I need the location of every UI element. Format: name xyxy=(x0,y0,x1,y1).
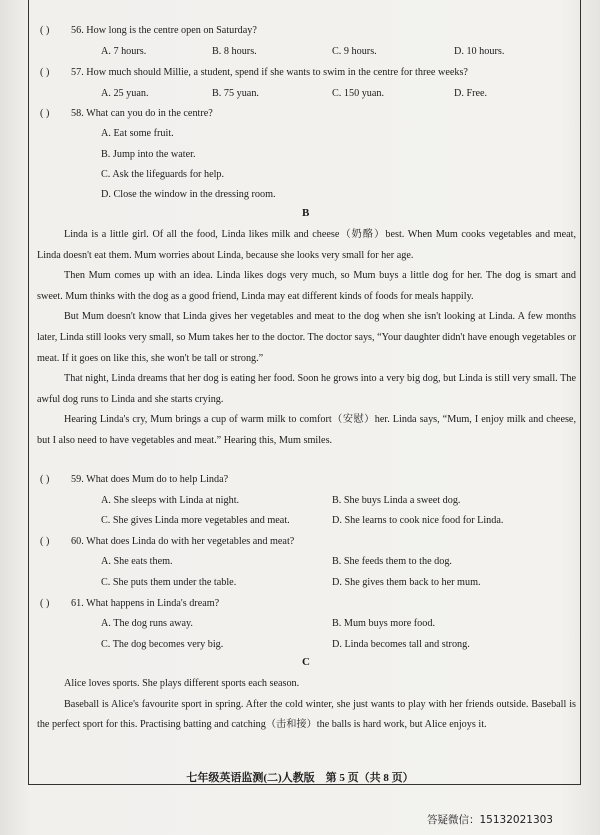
option-c: C. She puts them under the table. xyxy=(101,577,237,588)
option-a: A. She sleeps with Linda at night. xyxy=(101,495,240,506)
option-b: B. 75 yuan. xyxy=(212,88,259,99)
page-footer: 七年级英语监测(二)人教版 第 5 页（共 8 页） xyxy=(186,772,414,784)
answer-bracket: ( ) xyxy=(40,598,50,609)
option-b: B. Jump into the water. xyxy=(101,149,196,160)
section-heading-b: B xyxy=(302,207,310,219)
option-d: D. Free. xyxy=(454,88,488,99)
option-a: A. She eats them. xyxy=(101,556,173,567)
option-a: A. The dog runs away. xyxy=(101,618,193,629)
option-a: A. Eat some fruit. xyxy=(101,128,174,139)
question-59 xyxy=(40,473,228,486)
option-c: C. 9 hours. xyxy=(332,46,377,57)
question-text: 61. What happens in Linda's dream? xyxy=(71,598,220,609)
option-c: C. 150 yuan. xyxy=(332,88,385,99)
answer-bracket: ( ) xyxy=(40,25,50,36)
question-61 xyxy=(40,597,219,610)
passage-paragraph: But Mum doesn't know that Linda gives her vegetables and meat to the dog when she isn't looking at Linda. A few months later, Linda still looks very small, so Mum takes her to the doctor. The doctor says, “Your daughter didn't have enough vegetables or meat. If it goes on like this, she won't be tall or strong.” xyxy=(37,311,576,364)
answer-bracket: ( ) xyxy=(40,67,50,78)
passage-paragraph: That night, Linda dreams that her dog is eating her food. Soon he grows into a very big dog, but Linda is still very small. The awful dog runs to Linda and she starts crying. xyxy=(37,373,576,405)
passage-b xyxy=(37,225,576,452)
question-58 xyxy=(40,107,213,120)
option-a: A. 7 hours. xyxy=(101,46,147,57)
option-b: B. 8 hours. xyxy=(212,46,257,57)
contact-info: 答疑微信：15132021303 xyxy=(427,814,553,826)
passage-paragraph: Then Mum comes up with an idea. Linda likes dogs very much, so Mum buys a little dog for her. The dog is smart and sweet. Mum thinks with the dog as a good friend, Linda may eat different kinds of foods for meals happily. xyxy=(37,270,576,302)
question-text: 60. What does Linda do with her vegetables and meat? xyxy=(71,536,295,547)
option-c: C. She gives Linda more vegetables and meat. xyxy=(101,515,290,526)
answer-bracket: ( ) xyxy=(40,536,50,547)
question-text: 59. What does Mum do to help Linda? xyxy=(71,474,229,485)
question-60 xyxy=(40,535,294,548)
option-b: B. Mum buys more food. xyxy=(332,618,436,629)
answer-bracket: ( ) xyxy=(40,474,50,485)
section-heading-c: C xyxy=(302,656,310,668)
question-text: 56. How long is the centre open on Saturday? xyxy=(71,25,257,36)
question-57 xyxy=(40,66,468,79)
option-c: C. The dog becomes very big. xyxy=(101,639,224,650)
option-b: B. She buys Linda a sweet dog. xyxy=(332,495,461,506)
option-a: A. 25 yuan. xyxy=(101,88,149,99)
option-d: D. She learns to cook nice food for Linda. xyxy=(332,515,504,526)
option-b: B. She feeds them to the dog. xyxy=(332,556,452,567)
passage-paragraph: Baseball is Alice's favourite sport in spring. After the cold winter, she just wants to play with her friends outside. Baseball is the perfect sport for this. Practising batting and catching（击和接）the balls is hard work, but Alice enjoys it. xyxy=(37,698,576,731)
option-d: D. Linda becomes tall and strong. xyxy=(332,639,470,650)
passage-paragraph: Hearing Linda's cry, Mum brings a cup of warm milk to comfort（安慰）her. Linda says, “Mum, I enjoy milk and cheese, but I also need to have vegetables and meat.” Hearing this, Mum smiles. xyxy=(37,414,576,446)
passage-paragraph: Linda is a little girl. Of all the food, Linda likes milk and cheese（奶酪）best. When Mum cooks vegetables and meat, Linda doesn't eat them. Mum worries about Linda, because she looks very small for her age. xyxy=(37,229,576,261)
passage-c xyxy=(37,674,576,736)
option-d: D. Close the window in the dressing room. xyxy=(101,189,276,200)
question-56 xyxy=(40,24,257,37)
option-d: D. She gives them back to her mum. xyxy=(332,577,481,588)
passage-paragraph: Alice loves sports. She plays different sports each season. xyxy=(64,678,300,689)
question-text: 57. How much should Millie, a student, spend if she wants to swim in the centre for three weeks? xyxy=(71,67,468,78)
answer-bracket: ( ) xyxy=(40,108,50,119)
question-text: 58. What can you do in the centre? xyxy=(71,108,213,119)
option-c: C. Ask the lifeguards for help. xyxy=(101,169,225,180)
option-d: D. 10 hours. xyxy=(454,46,505,57)
